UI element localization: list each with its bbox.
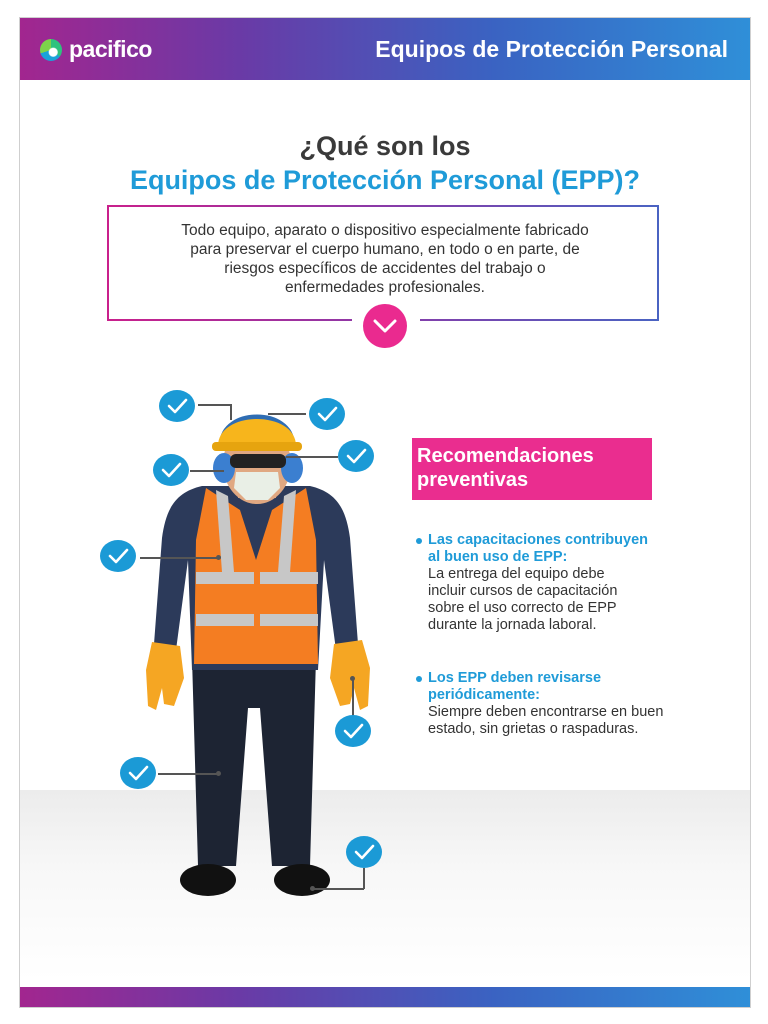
check-circle-icon (100, 540, 136, 572)
definition-line: riesgos específicos de accidentes del trabajo o (224, 260, 546, 277)
recommendation-body (416, 704, 716, 738)
body-line: estado, sin grietas o raspaduras. (428, 721, 639, 737)
recommendations-title-line: Recomendaciones (417, 445, 594, 467)
definition-line: Todo equipo, aparato o dispositivo especialmente fabricado (181, 222, 589, 239)
worker-left-glove (146, 642, 184, 710)
check-circle-icon (338, 440, 374, 472)
worker-left-shoe (180, 864, 236, 896)
body-line: Siempre deben encontrarse en buen (428, 704, 664, 720)
worker-right-glove (330, 640, 370, 710)
recommendation-heading (416, 532, 716, 566)
body-line: incluir cursos de capacitación (428, 583, 618, 599)
floor-background (20, 790, 750, 980)
brand-logo[interactable] (40, 36, 152, 63)
check-circle-icon (346, 836, 382, 868)
worker-right-shoe (274, 864, 330, 896)
check-circle-icon (120, 757, 156, 789)
worker-goggles (230, 454, 286, 468)
heading-line: Las capacitaciones contribuyen (428, 532, 648, 548)
worker-pants (192, 658, 316, 866)
check-circle-icon (309, 398, 345, 430)
definition-text (130, 221, 640, 297)
check-circle-icon (335, 715, 371, 747)
logo-text: pacifico (69, 36, 152, 62)
header-title: Equipos de Protección Personal (375, 36, 728, 62)
definition-line: para preservar el cuerpo humano, en todo o en parte, de (190, 241, 580, 258)
footer-bar (20, 987, 750, 1007)
infographic-page (19, 17, 751, 1008)
check-circle-icon (159, 390, 195, 422)
question-line-1: ¿Qué son los (299, 131, 471, 161)
chevron-down-icon[interactable] (363, 304, 407, 348)
body-line: sobre el uso correcto de EPP (428, 600, 617, 616)
body-line: durante la jornada laboral. (428, 617, 597, 633)
heading-line: Los EPP deben revisarse (428, 670, 602, 686)
header-bar (20, 18, 750, 80)
recommendations-title-line: preventivas (417, 469, 529, 491)
recommendation-item-2 (416, 670, 716, 738)
body-line: La entrega del equipo debe (428, 566, 605, 582)
question-line-2: Equipos de Protección Personal (EPP)? (129, 165, 641, 195)
recommendation-heading (416, 670, 716, 704)
pacifico-logo-icon (40, 39, 62, 61)
recommendations-title (417, 444, 649, 492)
check-circle-icon (153, 454, 189, 486)
definition-line: enfermedades profesionales. (285, 279, 485, 296)
recommendation-item-1 (416, 532, 716, 634)
heading-line: al buen uso de EPP: (428, 549, 568, 565)
heading-line: periódicamente: (428, 687, 540, 703)
recommendation-body (416, 566, 716, 634)
